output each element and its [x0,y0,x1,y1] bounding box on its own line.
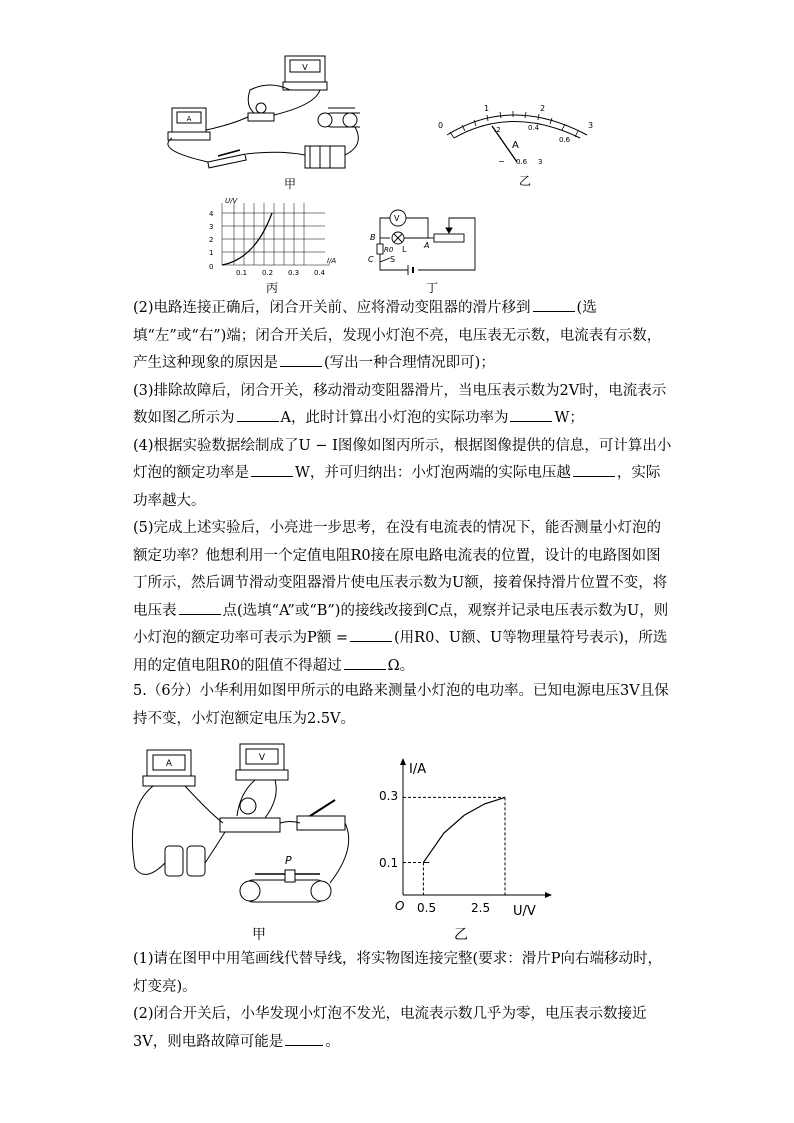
figure2-yi-caption: 乙 [454,927,468,943]
figure1-yi-ammeter-dial [432,100,602,170]
figure1-jia-caption: 甲 [284,177,297,191]
dial-scale-0.2: .2 [494,126,501,134]
answer-blank[interactable] [350,627,392,642]
xtick: 0.1 [236,269,248,277]
question-2 [133,295,673,378]
ytick-0.1: 0.1 [379,856,399,870]
xtick: 0.4 [314,269,326,277]
switch-icon [208,150,246,168]
q2-text-a: (2)电路连接正确后，闭合开关前、应将滑动变阻器的滑片移到 [133,300,531,316]
xtick-2.5: 2.5 [471,901,491,915]
figure1-bing-graph [200,193,350,281]
voltmeter-icon [236,744,288,780]
ytick: 1 [209,249,214,257]
figure2-jia-apparatus [125,738,360,916]
figure1-jia-apparatus [150,50,360,180]
circuit-label-B: B [370,233,376,242]
answer-blank[interactable] [179,600,221,615]
figure1-yi-caption: 乙 [519,174,532,188]
svg-text:−: − [498,157,505,166]
q3-text-c: W； [554,410,584,426]
answer-blank[interactable] [251,462,293,477]
ytick: 2 [209,236,214,244]
circuit-label-S: S [390,255,396,264]
answer-blank[interactable] [510,407,552,422]
switch-icon [297,800,345,830]
q5-text-b: 点(选填“A”或“B”)的接线改接到C点，观察并记录电压表示数为U，则小灯泡的额定功率可表示为P额 = [133,602,669,646]
q5-text-d: Ω。 [387,657,415,674]
question-5-header: 5.（6分）小华利用如图甲所示的电路来测量小灯泡的电功率。已知电源电压3V且保持不变，小灯泡额定电压为2.5V。 [133,683,669,727]
graph-xlabel: I/A [327,257,337,265]
figure1-ding-circuit [360,200,490,280]
answer-blank[interactable] [237,407,279,422]
question-4 [133,433,673,516]
answer-blank[interactable] [344,655,386,670]
question-3 [133,378,673,433]
q5-sub-2-text: (2)闭合开关后，小华发现小灯泡不发光，电流表示数几乎为零，电压表示数接近3V，则电路故障可能是 [133,1006,647,1050]
answer-blank[interactable] [280,352,322,367]
ammeter-icon [143,750,195,786]
lamp-board-icon [220,798,280,832]
y-axis-label: I/A [409,762,427,777]
i-u-curve [423,797,505,862]
xtick: 0.2 [262,269,274,277]
q3-text-a: (3)排除故障后，闭合开关，移动滑动变阻器滑片，当电压表示数为2V时，电流表示数如图乙所示为 [133,382,667,426]
questions-part1 [133,295,673,680]
ytick-0.3: 0.3 [379,789,399,803]
answer-blank[interactable] [573,462,615,477]
lamp-icon [248,103,274,121]
dial-scale-0.4: 0.4 [528,124,540,132]
graph-ylabel: U/V [225,197,238,205]
svg-text:A: A [165,759,173,769]
q4-text-a: (4)根据实验数据绘制成了U − I图像如图丙所示，根据图像提供的信息，可计算出小灯泡的额定功率是 [133,437,672,481]
q4-text-b: W，并可归纳出：小灯泡两端的实际电压越 [295,465,571,481]
svg-text:V: V [258,753,266,763]
battery-icon [165,846,205,876]
figure1-ding-caption: 丁 [426,281,439,295]
figure2-jia-caption: 甲 [252,927,266,943]
dial-scale-0: 0 [438,121,444,130]
circuit-label-C: C [368,255,374,264]
dial-scale-1: 1 [484,104,490,113]
circuit-label-L: L [402,245,407,254]
figure1-bing-caption: 丙 [266,281,279,295]
origin: 0 [209,263,214,271]
answer-blank[interactable] [533,297,575,312]
svg-text:A: A [186,115,192,123]
answer-blank[interactable] [285,1031,323,1046]
dial-unit: A [512,140,519,151]
svg-text:V: V [302,63,308,72]
q5-sub-2-end: 。 [325,1033,340,1050]
q2-text-b: (选填“左”或“右”)端；闭合开关后，发现小灯泡不亮，电压表无示数，电流表有示数，产生这种现象的原因是 [133,300,662,371]
question-5-sub [133,515,673,680]
q3-text-b: A，此时计算出小灯泡的实际功率为 [280,410,509,426]
slider-label-P: P [285,854,292,867]
q5-sub-1: (1)请在图甲中用笔画线代替导线，将实物图连接完整(要求：滑片P向右端移动时，灯变亮)。 [133,951,662,995]
q5-sub-2 [133,1001,673,1056]
q2-text-c: (写出一种合理情况即可)； [324,355,495,371]
dial-scale-3: 3 [588,121,594,130]
q4-text-c: ，实际功率越大。 [133,465,661,509]
question-5-subquestions [133,946,673,1056]
dial-terminal-0.6: 0.6 [516,158,528,166]
rheostat-icon [240,870,331,902]
q5-text-c: (用R0、U额、U等物理量符号表示)，所选用的定值电阻R0的阻值不得超过 [133,630,668,674]
ammeter-icon [168,108,210,140]
rheostat-icon [318,108,360,127]
ytick: 4 [209,210,214,218]
dial-terminal-3: 3 [538,158,543,166]
ytick: 3 [209,223,214,231]
x-axis-label: U/V [513,904,536,919]
dial-scale-0.6: 0.6 [559,136,571,144]
battery-icon [305,146,345,168]
circuit-label-R0: R0 [384,246,394,254]
xtick-0.5: 0.5 [417,901,437,915]
circuit-label-A: A [424,241,430,250]
voltmeter-icon [283,56,327,90]
dial-scale-2: 2 [540,104,546,113]
q5-text-a: (5)完成上述实验后，小亮进一步思考，在没有电流表的情况下，能否测量小灯泡的额定功率？他想利用一个定值电阻R0接在原电路电流表的位置，设计的电路图如图丁所示，然后调节滑动变阻器滑片使电压表示数为U额，接着保持滑片位置不变，将电压表 [133,520,668,619]
origin-label: O [395,899,405,913]
figure2-yi-graph [375,755,555,925]
circuit-label-V: V [394,214,400,223]
xtick: 0.3 [288,269,300,277]
